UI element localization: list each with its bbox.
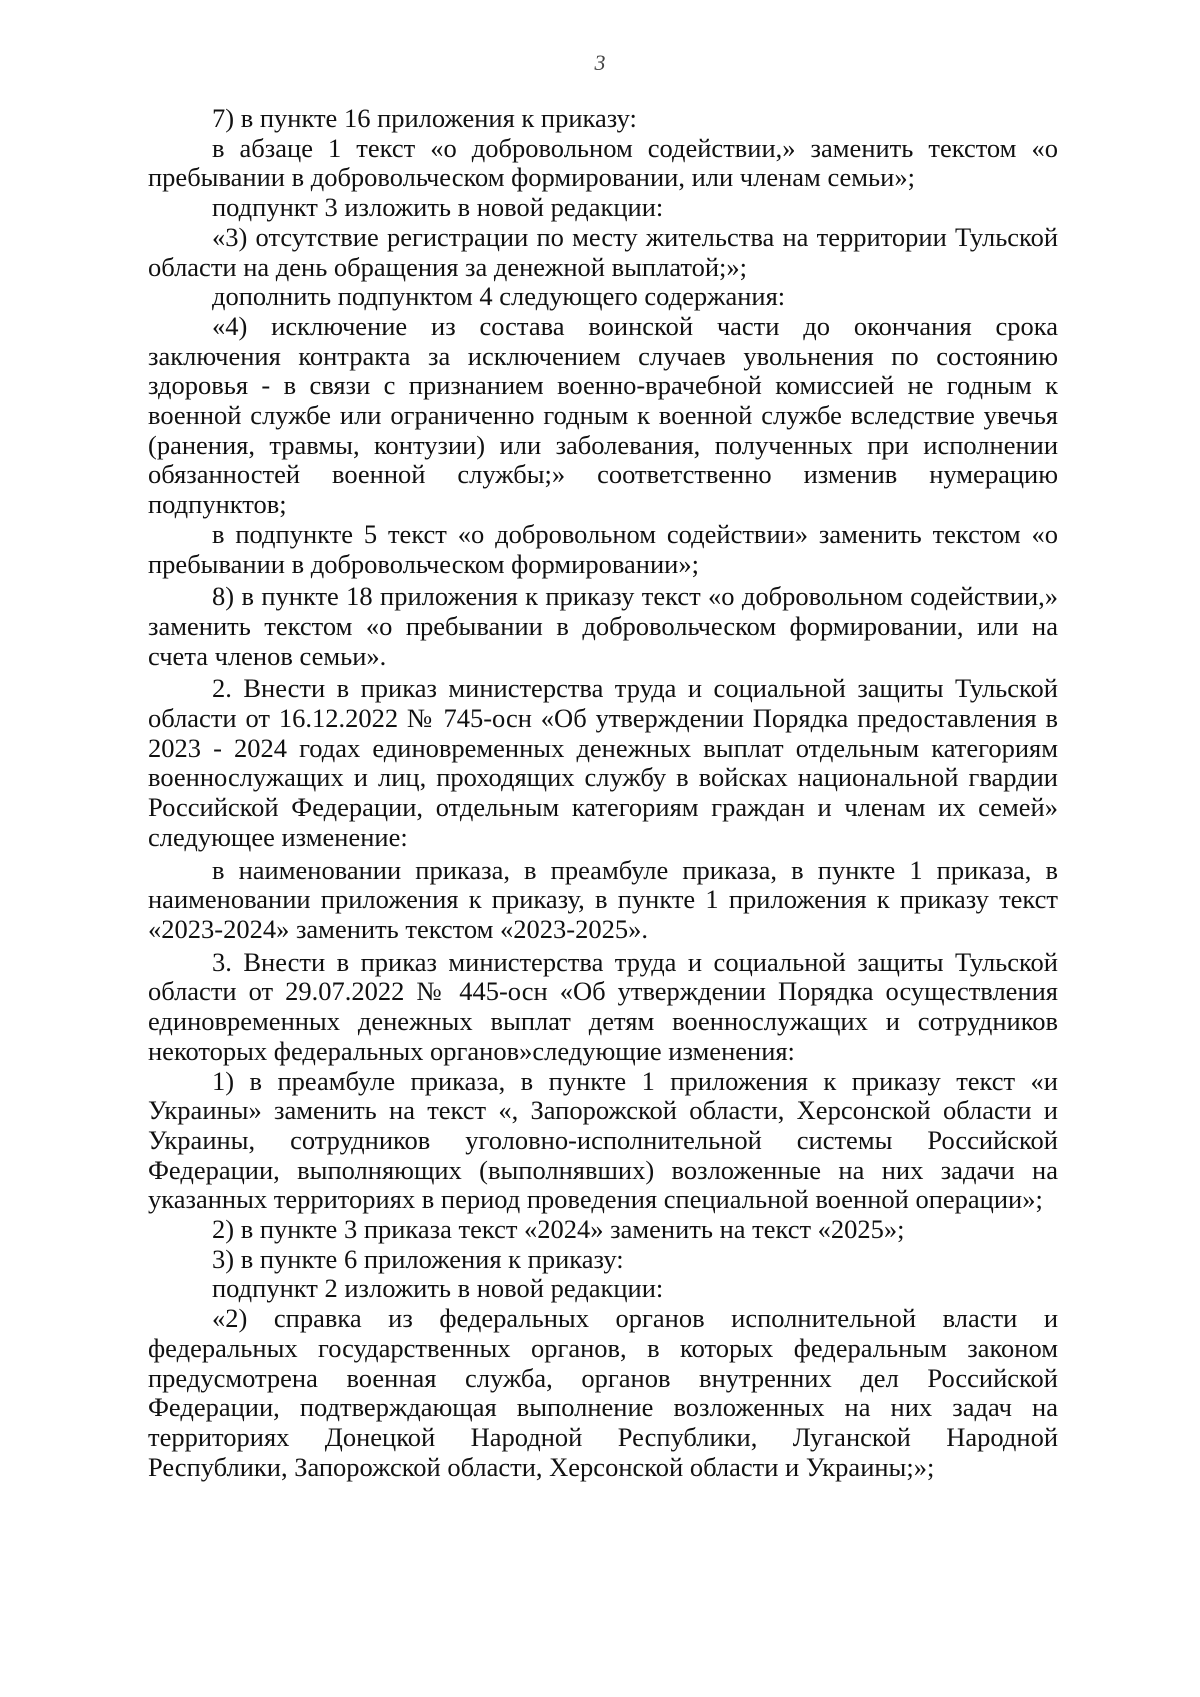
paragraph-podpunkt-5: в подпункте 5 текст «о добровольном содействии» заменить текстом «о пребывании в добровольческом формировании»;	[148, 518, 1058, 579]
paragraph-section-2-change: в наименовании приказа, в преамбуле приказа, в пункте 1 приказа, в наименовании приложения к приказу, в пункте 1 приложения к приказу текст «2023-2024» заменить текстом «2023-2025».	[148, 854, 1058, 944]
paragraph-section-2: 2. Внести в приказ министерства труда и социальной защиты Тульской области от 16.12.2022 № 745-осн «Об утверждении Порядка предоставления в 2023 - 2024 годах единовременных денежных выплат отдельным категориям военнослужащих и лиц, проходящих службу в войсках национальной гвардии Российской Федерации, отдельным категориям граждан и членам их семей» следующее изменение:	[148, 673, 1058, 852]
page-number: 3	[594, 50, 606, 75]
paragraph-podpunkt-4-text: «4) исключение из состава воинской части до окончания срока заключения контракта за исключением случаев увольнения по состоянию здоровья - в связи с признанием военно-врачебной комиссией не годным к военной службе или ограниченно годным к военной службе вследствие увечья (ранения, травмы, контузии) или заболевания, полученных при исполнении обязанностей военной службы;» соответственно изменив нумерацию подпунктов;	[148, 310, 1058, 520]
paragraph-podpunkt-2-text: «2) справка из федеральных органов исполнительной власти и федеральных государственных органов, в которых федеральным законом предусмотрена военная служба, органов внутренних дел Российской Федерации, подтверждающая выполнение возложенных на них задач на территориях Донецкой Народной Республики, Луганской Народной Республики, Запорожской области, Херсонской области и Украины;»;	[148, 1303, 1058, 1482]
paragraph-section-3-item1: 1) в преамбуле приказа, в пункте 1 приложения к приказу текст «и Украины» заменить на текст «, Запорожской области, Херсонской области и Украины, сотрудников уголовно-исполнительной системы Российской Федерации, выполняющих (выполнявших) возложенные на них задачи на указанных территориях в период проведения специальной военной операции»;	[148, 1065, 1058, 1215]
document-body	[148, 104, 1058, 1482]
paragraph-section-3-item2: 2) в пункте 3 приказа текст «2024» заменить на текст «2025»;	[212, 1214, 905, 1245]
paragraph-podpunkt-3-text: «3) отсутствие регистрации по месту жительства на территории Тульской области на день обращения за денежной выплатой;»;	[148, 221, 1058, 282]
paragraph-podpunkt-3: подпункт 3 изложить в новой редакции:	[212, 192, 664, 223]
paragraph-add-podpunkt-4: дополнить подпунктом 4 следующего содержания:	[212, 281, 786, 312]
paragraph-7-item16: 7) в пункте 16 приложения к приказу:	[212, 103, 637, 133]
paragraph-section-3: 3. Внести в приказ министерства труда и социальной защиты Тульской области от 29.07.2022 № 445-осн «Об утверждении Порядка осуществления единовременных денежных выплат детям военнослужащих и сотрудников некоторых федеральных органов»следующие изменения:	[148, 946, 1058, 1066]
paragraph-abzac-1: в абзаце 1 текст «о добровольном содействии,» заменить текстом «о пребывании в добровольческом формировании, или членам семьи»;	[148, 132, 1058, 193]
paragraph-section-3-item3: 3) в пункте 6 приложения к приказу:	[212, 1243, 624, 1274]
paragraph-8-item18: 8) в пункте 18 приложения к приказу текст «о добровольном содействии,» заменить текстом «о пребывании в добровольческом формировании, или на счета членов семьи».	[148, 581, 1058, 671]
paragraph-podpunkt-2: подпункт 2 изложить в новой редакции:	[212, 1273, 664, 1304]
